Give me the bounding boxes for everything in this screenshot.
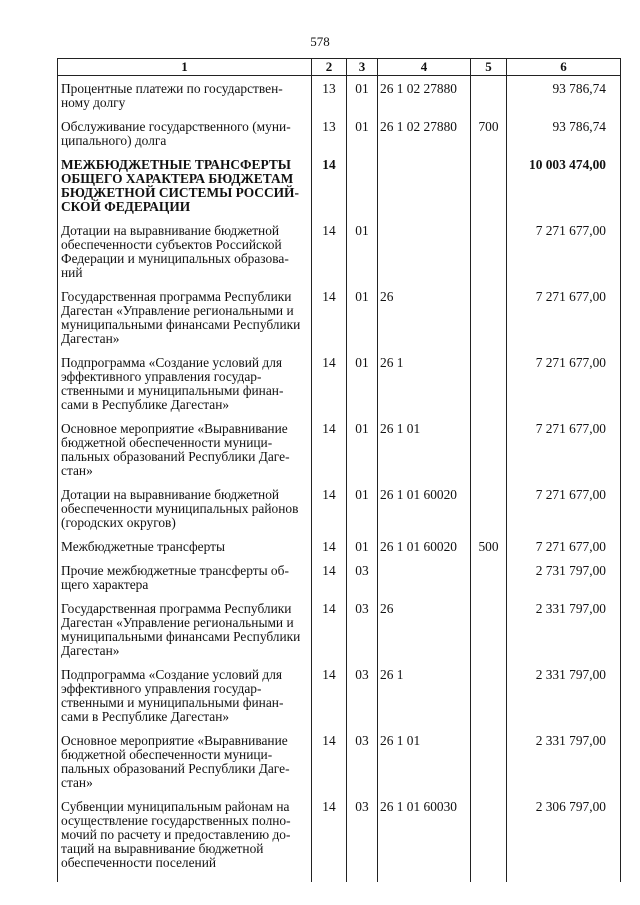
amount: 10 003 474,00: [507, 158, 621, 224]
target-article-code: 26 1 02 27880: [378, 120, 471, 158]
target-article-code: 26 1 02 27880: [378, 76, 471, 121]
section-code: 14: [312, 158, 347, 224]
table-row: [58, 356, 621, 422]
table-row: [58, 488, 621, 540]
expense-type-code: [471, 224, 507, 290]
section-code: 14: [312, 356, 347, 422]
section-code: 14: [312, 290, 347, 356]
subsection-code: 01: [347, 120, 378, 158]
subsection-code: 03: [347, 800, 378, 882]
table-header-row: [58, 59, 621, 76]
row-description: МЕЖБЮДЖЕТНЫЕ ТРАНСФЕРТЫ ОБЩЕГО ХАРАКТЕРА БЮДЖЕТАМ БЮДЖЕТНОЙ СИСТЕМЫ РОССИЙСКОЙ ФЕДЕРАЦИИ: [58, 158, 312, 224]
row-description: Основное мероприятие «Выравнивание бюджетной обеспеченности муниципальных образований Республики Дагестан»: [58, 734, 312, 800]
row-description: Прочие межбюджетные трансферты общего характера: [58, 564, 312, 602]
expense-type-code: [471, 290, 507, 356]
section-code: 14: [312, 800, 347, 882]
expense-type-code: [471, 488, 507, 540]
page-number: 578: [310, 34, 330, 49]
table-body: [58, 76, 621, 883]
expense-type-code: [471, 734, 507, 800]
row-description: Подпрограмма «Создание условий для эффективного управления государственными и муниципальными финансами в Республике Дагестан»: [58, 668, 312, 734]
subsection-code: [347, 158, 378, 224]
amount: 7 271 677,00: [507, 540, 621, 564]
column-header: 6: [507, 59, 621, 76]
table-row: [58, 564, 621, 602]
table-row: [58, 76, 621, 121]
target-article-code: 26 1 01 60030: [378, 800, 471, 882]
section-code: 13: [312, 120, 347, 158]
subsection-code: 03: [347, 564, 378, 602]
amount: 2 306 797,00: [507, 800, 621, 882]
row-description: Государственная программа Республики Дагестан «Управление региональными и муниципальными финансами Республики Дагестан»: [58, 602, 312, 668]
subsection-code: 01: [347, 422, 378, 488]
subsection-code: 01: [347, 356, 378, 422]
table-row: [58, 422, 621, 488]
expense-type-code: [471, 668, 507, 734]
section-code: 14: [312, 564, 347, 602]
table-row: [58, 120, 621, 158]
target-article-code: 26 1 01 60020: [378, 540, 471, 564]
amount: 7 271 677,00: [507, 422, 621, 488]
expense-type-code: [471, 800, 507, 882]
amount: 7 271 677,00: [507, 290, 621, 356]
target-article-code: 26 1: [378, 356, 471, 422]
section-code: 13: [312, 76, 347, 121]
subsection-code: 01: [347, 224, 378, 290]
target-article-code: [378, 564, 471, 602]
table-row: [58, 668, 621, 734]
section-code: 14: [312, 224, 347, 290]
row-description: Межбюджетные трансферты: [58, 540, 312, 564]
column-header: 5: [471, 59, 507, 76]
section-code: 14: [312, 602, 347, 668]
amount: 7 271 677,00: [507, 488, 621, 540]
amount: 2 331 797,00: [507, 734, 621, 800]
column-header: 3: [347, 59, 378, 76]
expense-type-code: [471, 422, 507, 488]
row-description: Процентные платежи по государственному долгу: [58, 76, 312, 121]
subsection-code: 03: [347, 602, 378, 668]
amount: 93 786,74: [507, 76, 621, 121]
amount: 7 271 677,00: [507, 224, 621, 290]
row-description: Государственная программа Республики Дагестан «Управление региональными и муниципальными финансами Республики Дагестан»: [58, 290, 312, 356]
row-description: Субвенции муниципальным районам на осуществление государственных полномочий по расчету и предоставлению дотаций на выравнивание бюджетной обеспеченности поселений: [58, 800, 312, 882]
amount: 2 331 797,00: [507, 668, 621, 734]
section-code: 14: [312, 488, 347, 540]
amount: 2 331 797,00: [507, 602, 621, 668]
target-article-code: 26 1: [378, 668, 471, 734]
subsection-code: 03: [347, 668, 378, 734]
expense-type-code: [471, 76, 507, 121]
expense-type-code: [471, 602, 507, 668]
section-code: 14: [312, 540, 347, 564]
section-code: 14: [312, 734, 347, 800]
subsection-code: 01: [347, 540, 378, 564]
expense-type-code: [471, 564, 507, 602]
amount: 93 786,74: [507, 120, 621, 158]
row-description: Дотации на выравнивание бюджетной обеспеченности субъектов Российской Федерации и муниципальных образований: [58, 224, 312, 290]
target-article-code: 26: [378, 602, 471, 668]
section-code: 14: [312, 422, 347, 488]
table-row: [58, 800, 621, 882]
table-row: [58, 540, 621, 564]
table-row: [58, 602, 621, 668]
subsection-code: 01: [347, 488, 378, 540]
target-article-code: [378, 224, 471, 290]
target-article-code: [378, 158, 471, 224]
row-description: Обслуживание государственного (муниципального) долга: [58, 120, 312, 158]
column-header: 1: [58, 59, 312, 76]
row-description: Дотации на выравнивание бюджетной обеспеченности муниципальных районов (городских округов): [58, 488, 312, 540]
target-article-code: 26 1 01: [378, 422, 471, 488]
subsection-code: 03: [347, 734, 378, 800]
target-article-code: 26 1 01 60020: [378, 488, 471, 540]
column-header: 2: [312, 59, 347, 76]
expense-type-code: [471, 356, 507, 422]
amount: 2 731 797,00: [507, 564, 621, 602]
row-description: Подпрограмма «Создание условий для эффективного управления государственными и муниципальными финансами в Республике Дагестан»: [58, 356, 312, 422]
subsection-code: 01: [347, 76, 378, 121]
table-row: [58, 158, 621, 224]
target-article-code: 26: [378, 290, 471, 356]
target-article-code: 26 1 01: [378, 734, 471, 800]
section-code: 14: [312, 668, 347, 734]
expense-type-code: 700: [471, 120, 507, 158]
table-row: [58, 224, 621, 290]
table-row: [58, 734, 621, 800]
budget-table: [57, 58, 621, 882]
subsection-code: 01: [347, 290, 378, 356]
expense-type-code: [471, 158, 507, 224]
row-description: Основное мероприятие «Выравнивание бюджетной обеспеченности муниципальных образований Республики Дагестан»: [58, 422, 312, 488]
column-header: 4: [378, 59, 471, 76]
table-row: [58, 290, 621, 356]
amount: 7 271 677,00: [507, 356, 621, 422]
expense-type-code: 500: [471, 540, 507, 564]
